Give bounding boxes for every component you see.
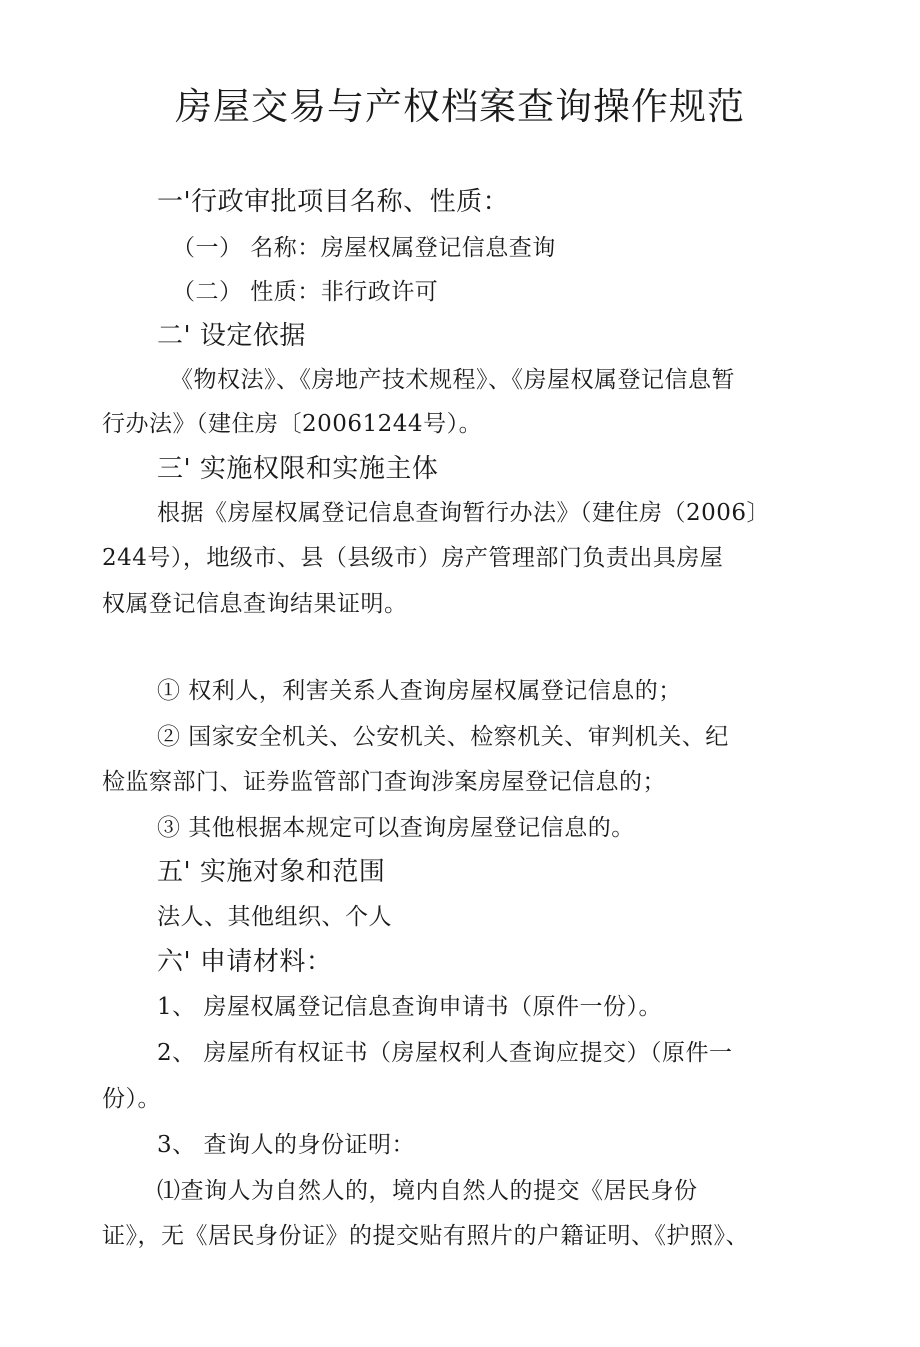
list-item-2-line-2: 检监察部门、证券监管部门查询涉案房屋登记信息的； [102,769,666,795]
section-1-heading: 一'行政审批项目名称、性质： [157,187,510,217]
basis-line-2: 行办法》（建住房〔20061244号）。 [102,411,483,437]
list-item-2-line-1: ② 国家安全机关、公安机关、检察机关、审判机关、纪 [157,724,729,750]
material-2-line-1: 2、 房屋所有权证书（房屋权利人查询应提交）（原件一 [157,1040,733,1066]
authority-line-2: 244号），地级市、县（县级市）房产管理部门负责出具房屋 [102,545,724,571]
item-nature: （二） 性质：非行政许可 [172,279,439,305]
material-3a-line-2: 证》，无《居民身份证》的提交贴有照片的户籍证明、《护照》、 [102,1223,749,1249]
authority-line-3: 权属登记信息查询结果证明。 [102,591,408,617]
section-6-heading: 六' 申请材料： [157,947,333,977]
item-name: （一） 名称：房屋权属登记信息查询 [172,235,556,261]
section-2-heading: 二' 设定依据 [157,321,306,351]
list-item-3: ③ 其他根据本规定可以查询房屋登记信息的。 [157,815,635,841]
material-1: 1、 房屋权属登记信息查询申请书（原件一份）。 [157,994,662,1020]
document-title: 房屋交易与产权档案查询操作规范 [175,85,745,128]
section-3-heading: 三' 实施权限和实施主体 [157,454,439,484]
material-3a-line-1: ⑴查询人为自然人的，境内自然人的提交《居民身份 [157,1178,698,1204]
basis-line-1: 《物权法》、《房地产技术规程》、《房屋权属登记信息暂 [170,367,735,393]
authority-line-1: 根据《房屋权属登记信息查询暂行办法》（建住房（2006〕 [157,500,771,526]
section-5-heading: 五' 实施对象和范围 [157,857,386,887]
material-3: 3、 查询人的身份证明： [157,1132,415,1158]
list-item-1: ① 权利人，利害关系人查询房屋权属登记信息的； [157,678,682,704]
scope-text: 法人、其他组织、个人 [157,904,392,930]
material-2-line-2: 份）。 [102,1086,161,1112]
